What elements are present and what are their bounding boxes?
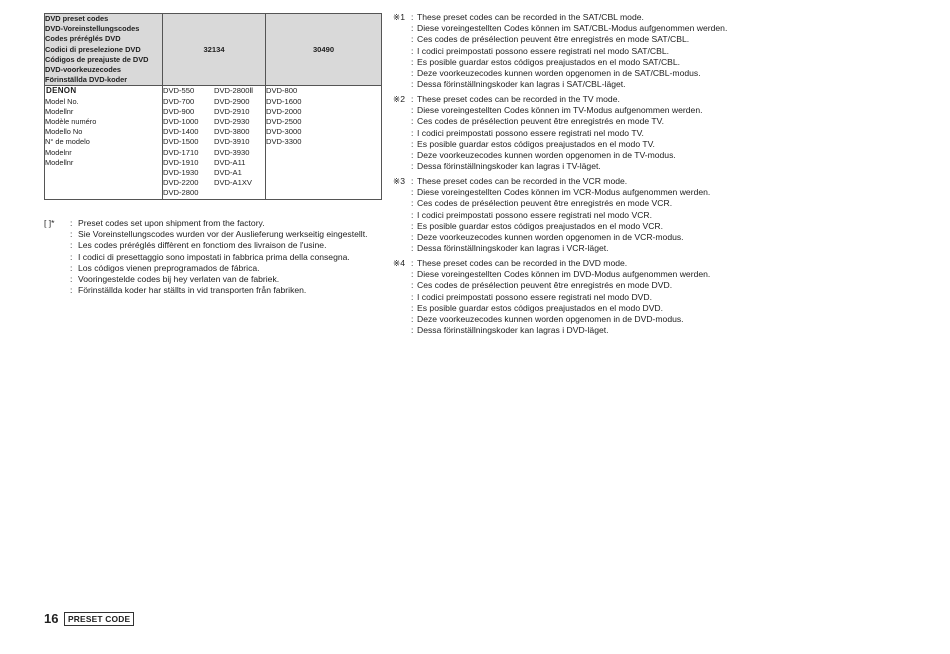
footnote-line: Förinställda koder har ställts in vid transporten från fabriken. <box>78 285 307 296</box>
model-item: DVD-900 <box>163 106 195 116</box>
model-item: DVD-1710 <box>163 147 199 157</box>
model-item: DVD-3300 <box>266 137 302 147</box>
footnote-line: Los códigos vienen preprogramados de fábrica. <box>78 262 260 273</box>
model-label: Modelnr <box>45 147 72 157</box>
note-line: These preset codes can be recorded in the SAT/CBL mode. <box>417 12 644 22</box>
model-item: DVD-2800 <box>163 188 199 198</box>
model-item: DVD-A11 <box>214 157 246 167</box>
header-line: DVD-voorkeuzecodes <box>45 65 121 75</box>
factory-preset-footnote: [ ]* : Preset codes set upon shipment from the factory. : Sie Voreinstellungscodes wurden vor der Auslieferung werkseitig eingestellt. : Les codes préréglés diffèrent en fonctiom des livraison de l'usine. : I codici di presettaggio sono impostati in fabbrica prima della consegna. : Los códigos vienen preprogramados de fábrica. : Vooringestelde codes bij hey verlaten van de fabriek. : Förinställda koder har ställts in vid transporten från fabriken. <box>44 218 368 296</box>
model-item: DVD-1910 <box>163 157 199 167</box>
model-item: DVD-2930 <box>214 117 250 127</box>
note-line: Es posible guardar estos códigos preajustados en el modo VCR. <box>417 220 664 231</box>
note-line: Diese voreingestellten Codes können im TV-Modus aufgenommen werden. <box>417 105 703 116</box>
note-line: Diese voreingestellten Codes können im VCR-Modus aufgenommen werden. <box>417 187 711 198</box>
model-item: DVD-2800Ⅱ <box>214 86 254 96</box>
note-line: I codici preimpostati possono essere registrati nel modo TV. <box>417 127 644 138</box>
note-mark: ※3 <box>393 176 405 187</box>
model-column-2 <box>214 86 265 198</box>
model-label: Modèle numéro <box>45 117 97 127</box>
note-line: Ces codes de présélection peuvent être enregistrés en mode TV. <box>417 116 664 127</box>
brand-name: DENON <box>46 86 77 96</box>
note-tv: ※2 : These preset codes can be recorded in the TV mode. : Diese voreingestellten Codes können im TV-Modus aufgenommen werden. : Ces codes de présélection peuvent être enregistrés en mode TV. : I codici preimpostati possono essere registrati nel modo TV. : Es posible guardar estos códigos preajustados en el modo TV. : Deze voorkeuzecodes kunnen worden opgenomen in de TV-modus. : Dessa förinställningskoder kan lagras i TV-läget. <box>393 94 703 172</box>
model-item: DVD-1930 <box>163 168 199 178</box>
note-sat-cbl: ※1 : These preset codes can be recorded in the SAT/CBL mode. : Diese voreingestellten Codes können im SAT/CBL-Modus aufgenommen werden. : Ces codes de présélection peuvent être enregistrés en mode SAT/CBL. : I codici preimpostati possono essere registrati nel modo SAT/CBL. : Es posible guardar estos códigos preajustados en el modo SAT/CBL. : Deze voorkeuzecodes kunnen worden opgenomen in de SAT/CBL-modus. : Dessa förinställningskoder kan lagras i SAT/CBL-läget. <box>393 12 728 90</box>
note-line: Deze voorkeuzecodes kunnen worden opgenomen in de TV-modus. <box>417 150 676 161</box>
model-item: DVD-700 <box>163 96 195 106</box>
model-item: DVD-1000 <box>163 117 199 127</box>
note-line: I codici preimpostati possono essere registrati nel modo DVD. <box>417 291 653 302</box>
note-line: Es posible guardar estos códigos preajustados en el modo DVD. <box>417 302 664 313</box>
header-line: Codici di preselezione DVD <box>45 44 141 54</box>
header-line: DVD-Voreinstellungscodes <box>45 24 140 34</box>
models-cell-30490 <box>266 86 382 199</box>
header-label-cell <box>45 14 163 86</box>
note-line: Ces codes de présélection peuvent être enregistrés en mode SAT/CBL. <box>417 34 690 45</box>
note-line: Deze voorkeuzecodes kunnen worden opgenomen in de VCR-modus. <box>417 232 684 243</box>
note-line: Diese voreingestellten Codes können im DVD-Modus aufgenommen werden. <box>417 269 711 280</box>
section-label: PRESET CODE <box>64 612 134 626</box>
page-number: 16 <box>44 611 59 626</box>
note-line: Deze voorkeuzecodes kunnen worden opgenomen in de DVD-modus. <box>417 314 684 325</box>
header-line: Códigos de preajuste de DVD <box>45 54 149 64</box>
model-item: DVD-1500 <box>163 137 199 147</box>
model-item: DVD-2500 <box>266 117 302 127</box>
note-line: Ces codes de présélection peuvent être enregistrés en mode DVD. <box>417 280 673 291</box>
model-item: DVD-2910 <box>214 106 250 116</box>
note-line: I codici preimpostati possono essere registrati nel modo VCR. <box>417 209 653 220</box>
note-line: These preset codes can be recorded in the DVD mode. <box>417 258 628 269</box>
note-line: These preset codes can be recorded in the VCR mode. <box>417 176 628 187</box>
model-label: Model No. <box>45 96 79 106</box>
model-item: DVD-1400 <box>163 127 199 137</box>
note-mark: ※2 <box>393 94 405 105</box>
mode-notes <box>393 12 727 340</box>
model-label: Modellnr <box>45 157 74 167</box>
note-dvd: ※4 : These preset codes can be recorded in the DVD mode. : Diese voreingestellten Codes können im DVD-Modus aufgenommen werden. : Ces codes de présélection peuvent être enregistrés en mode DVD. : I codici preimpostati possono essere registrati nel modo DVD. : Es posible guardar estos códigos preajustados en el modo DVD. : Deze voorkeuzecodes kunnen worden opgenomen in de DVD-modus. : Dessa förinställningskoder kan lagras i DVD-läget. <box>393 258 711 336</box>
model-item: DVD-800 <box>266 86 298 96</box>
header-line: Förinställda DVD-koder <box>45 75 128 85</box>
note-line: Dessa förinställningskoder kan lagras i SAT/CBL-läget. <box>417 79 626 90</box>
note-line: Dessa förinställningskoder kan lagras i TV-läget. <box>417 161 601 172</box>
model-item: DVD-550 <box>163 86 195 96</box>
model-item: DVD-1600 <box>266 96 302 106</box>
note-line: Es posible guardar estos códigos preajustados en el modo TV. <box>417 138 655 149</box>
model-item: DVD-3000 <box>266 127 302 137</box>
model-label: Modellnr <box>45 106 74 116</box>
code-header-2: 30490 <box>266 14 382 86</box>
footnote-line: Preset codes set upon shipment from the factory. <box>78 218 265 228</box>
note-line: I codici preimpostati possono essere registrati nel modo SAT/CBL. <box>417 45 670 56</box>
model-item: DVD-A1XV <box>214 178 252 188</box>
models-cell-32134 <box>163 86 266 199</box>
note-line: Dessa förinställningskoder kan lagras i VCR-läget. <box>417 243 609 254</box>
model-label: N° de modelo <box>45 137 90 147</box>
model-item: DVD-A1 <box>214 168 242 178</box>
model-item: DVD-3930 <box>214 147 250 157</box>
note-mark: ※4 <box>393 258 405 269</box>
footnote-line: Vooringestelde codes bij hey verlaten van de fabriek. <box>78 274 280 285</box>
note-line: Dessa förinställningskoder kan lagras i DVD-läget. <box>417 325 609 336</box>
model-item: DVD-2200 <box>163 178 199 188</box>
header-line: DVD preset codes <box>45 14 109 23</box>
model-item: DVD-2900 <box>214 96 250 106</box>
model-column-1 <box>163 86 214 198</box>
note-line: Ces codes de présélection peuvent être enregistrés en mode VCR. <box>417 198 673 209</box>
footnote-mark: [ ]* <box>44 218 55 228</box>
model-item: DVD-3910 <box>214 137 250 147</box>
model-item: DVD-2000 <box>266 106 302 116</box>
footnote-line: Les codes préréglés diffèrent en fonctiom des livraison de l'usine. <box>78 240 327 251</box>
footnote-line: Sie Voreinstellungscodes wurden vor der Auslieferung werkseitig eingestellt. <box>78 229 368 240</box>
footnote-line: I codici di presettaggio sono impostati in fabbrica prima della consegna. <box>78 251 350 262</box>
table-header-row <box>45 14 382 86</box>
model-item: DVD-3800 <box>214 127 250 137</box>
note-line: Es posible guardar estos códigos preajustados en el modo SAT/CBL. <box>417 56 681 67</box>
table-body-row <box>45 86 382 199</box>
preset-code-table <box>44 13 382 200</box>
note-mark: ※1 <box>393 12 405 22</box>
header-line: Codes préréglés DVD <box>45 34 121 44</box>
note-vcr: ※3 : These preset codes can be recorded in the VCR mode. : Diese voreingestellten Codes können im VCR-Modus aufgenommen werden. : Ces codes de présélection peuvent être enregistrés en mode VCR. : I codici preimpostati possono essere registrati nel modo VCR. : Es posible guardar estos códigos preajustados en el modo VCR. : Deze voorkeuzecodes kunnen worden opgenomen in de VCR-modus. : Dessa förinställningskoder kan lagras i VCR-läget. <box>393 176 711 254</box>
note-line: These preset codes can be recorded in the TV mode. <box>417 94 620 105</box>
note-line: Deze voorkeuzecodes kunnen worden opgenomen in de SAT/CBL-modus. <box>417 68 701 79</box>
note-line: Diese voreingestellten Codes können im SAT/CBL-Modus aufgenommen werden. <box>417 23 728 34</box>
code-header-1: 32134 <box>163 14 266 86</box>
model-label: Modello No <box>45 127 83 137</box>
brand-cell <box>45 86 163 199</box>
